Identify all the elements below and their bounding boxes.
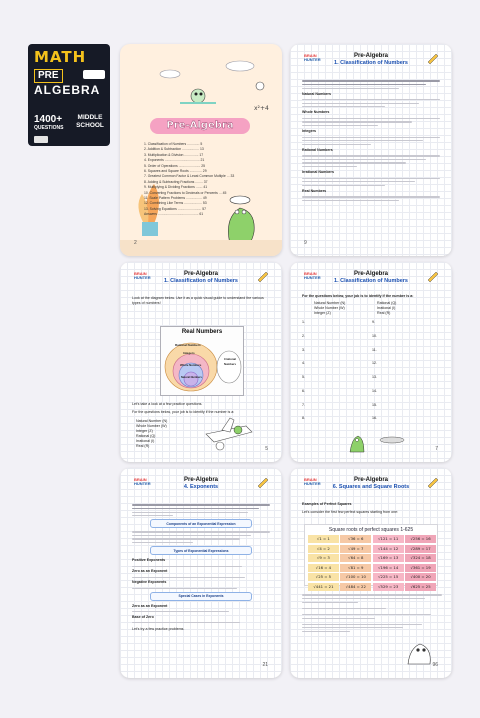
svg-text:x²+4: x²+4	[254, 105, 269, 112]
page-banner: Pre-Algebra	[150, 118, 250, 134]
square-root-cell: √625 = 25	[405, 583, 436, 591]
cover-title: MATH	[34, 48, 87, 66]
examples-text: Let's take a look at a few practice questions.	[132, 402, 203, 406]
brain-logo: BRAIN HUNTER	[304, 271, 321, 280]
page-subtitle: 1. Classification of Numbers	[334, 60, 408, 66]
outro-text: Let's try a few practice problems.	[132, 627, 185, 632]
cover-algebra: ALGEBRA	[34, 83, 101, 97]
toc-item[interactable]: 9. Multiplying & Dividing Fractions ....... 41	[144, 185, 208, 190]
section-heading: Irrational Numbers	[302, 170, 334, 175]
page-title: Pre-Algebra	[353, 53, 388, 59]
pencil-icon	[256, 474, 270, 488]
page-title: Pre-Algebra	[183, 477, 218, 483]
page-header	[290, 468, 452, 498]
page-subtitle: 4. Exponents	[183, 484, 219, 490]
section-heading: Rational Numbers	[302, 147, 333, 152]
square-root-cell: √441 = 21	[308, 583, 339, 591]
question-item[interactable]: 7.	[302, 402, 305, 407]
page-exponents[interactable]	[120, 468, 282, 678]
set-label-irrational: Irrational Numbers	[223, 357, 237, 366]
cover-pre: PRE	[34, 69, 63, 83]
square-root-cell: √225 = 15	[373, 573, 404, 581]
square-root-cell: √1 = 1	[308, 535, 339, 543]
toc-item[interactable]: 11. Scale Pattern Problems ................. 49	[144, 196, 207, 201]
pencil-icon	[426, 268, 440, 282]
page-number: 5	[265, 446, 268, 452]
page-square-roots[interactable]	[290, 468, 452, 678]
toc-item[interactable]: 5. Order of Operations ....................... 25	[144, 163, 206, 168]
square-root-cell: √144 = 12	[373, 545, 404, 553]
question-item[interactable]: 12.	[372, 361, 377, 366]
airplane-illustration	[200, 412, 260, 452]
section-heading: Integers	[302, 129, 316, 134]
page-subtitle: 1. Classification of Numbers	[334, 278, 408, 284]
pencil-icon	[426, 50, 440, 64]
toc-item[interactable]: 2. Addition & Subtraction .................. 13	[144, 147, 204, 152]
page-body	[302, 592, 442, 634]
page-number: 7	[435, 446, 438, 452]
question-list	[302, 320, 442, 430]
examples-text: Let's consider the first few perfect squares starting from one:	[302, 510, 399, 514]
square-root-cell: √529 = 23	[373, 583, 404, 591]
square-root-cell: √289 = 17	[405, 545, 436, 553]
cover-logo-badge	[83, 70, 105, 79]
question-item[interactable]: 5.	[302, 375, 305, 379]
examples-heading: Examples of Perfect Squares	[302, 502, 352, 506]
brain-logo: BRAIN HUNTER	[304, 477, 321, 486]
square-root-cell: √196 = 14	[373, 564, 404, 572]
page-number: 9	[304, 240, 307, 246]
page-header	[290, 262, 452, 292]
square-root-cell: √49 = 7	[340, 545, 371, 553]
page-body: Components of an Exponential Expression Types of Exponential Expressions Positive Exponents Zero as an Exponent Negative Exponents Special Cases in Exponents Zero as an Exponent Base of Zero Let's try a few practice problems.	[132, 502, 270, 632]
square-root-cell: √169 = 13	[373, 554, 404, 562]
brain-logo: BRAIN HUNTER	[134, 271, 151, 280]
toc-item[interactable]: 6. Squares and Square Roots ............. 29	[144, 169, 207, 174]
page-body	[132, 296, 270, 306]
page-practice-questions[interactable]	[290, 262, 452, 462]
square-root-cell: √484 = 22	[340, 583, 371, 591]
toc-item[interactable]: 4. Exponents ..................................... 21	[144, 158, 205, 163]
question-item[interactable]: 13.	[372, 375, 377, 379]
page-number: 96	[432, 662, 438, 668]
section-box: Special Cases in Exponents	[150, 592, 252, 601]
page-body	[302, 78, 440, 204]
diagram-title: Real Numbers	[181, 329, 223, 335]
set-label-integers: Integers	[183, 351, 195, 355]
alien-illustration	[330, 430, 420, 454]
page-number: 2	[134, 240, 137, 246]
square-root-cell: √324 = 18	[405, 554, 436, 562]
options-list: Natural Number (N) Whole Number (W) Integer (Z) Rational (Q) Irrational (I) Real (R)	[136, 419, 168, 448]
square-root-cell: √400 = 20	[405, 573, 436, 581]
toc-item[interactable]: 12. Combining Like Terms ................... 53	[144, 201, 207, 206]
section-box: Components of an Exponential Expression	[150, 519, 252, 528]
page-subtitle: 6. Squares and Square Roots	[332, 484, 410, 490]
question-item[interactable]: 4.	[302, 361, 305, 366]
page-title: Pre-Algebra	[353, 477, 388, 483]
pencil-icon	[256, 268, 270, 282]
page-number: 21	[262, 662, 268, 668]
square-roots-grid	[308, 535, 436, 591]
toc-item[interactable]: 7. Greatest Common Factor & Least Common Multiple ... 33	[144, 174, 235, 179]
toc-item[interactable]: 13. Solving Equations ......................... 57	[144, 206, 207, 211]
square-root-cell: √361 = 19	[405, 564, 436, 572]
section-heading: Real Numbers	[302, 188, 327, 193]
page-classification-text[interactable]	[290, 44, 452, 256]
page-header	[120, 262, 282, 292]
page-table-of-contents[interactable]	[120, 44, 282, 256]
intro-text: Look at the diagram below. Use it as a quick visual guide to understand the various types of numbers!	[132, 296, 264, 305]
toc-item[interactable]: Answers ........................................... 61	[144, 212, 204, 217]
venn-diagram	[161, 337, 245, 397]
page-title: Pre-Algebra	[183, 271, 218, 277]
toc-item[interactable]: 10. Converting Fractions to Decimals or Percents ... 45	[144, 190, 227, 195]
square-root-cell: √100 = 10	[340, 573, 371, 581]
square-root-cell: √64 = 8	[340, 554, 371, 562]
publisher-logo	[34, 136, 48, 143]
toc-item[interactable]: 3. Multiplication & Division ............... 17	[144, 152, 204, 157]
options-list: Natural Number (N) Rational (Q) Whole Number (W) Irrational (I) Integer (Z) Real (R)	[314, 301, 397, 315]
page-real-numbers-diagram[interactable]	[120, 262, 282, 462]
square-root-cell: √36 = 6	[340, 535, 371, 543]
question-item[interactable]: 11.	[372, 347, 377, 352]
task-text: For the questions below, your job is to identify if the number is a:	[132, 410, 235, 414]
brain-logo: BRAIN HUNTER	[134, 477, 151, 486]
question-item[interactable]: 15.	[372, 402, 377, 407]
section-box: Types of Exponential Expressions	[150, 546, 252, 555]
square-root-cell: √256 = 16	[405, 535, 436, 543]
square-root-cell: √9 = 3	[308, 554, 339, 562]
toc-item[interactable]: 1. Classification of Numbers ............. 5	[144, 142, 203, 146]
cover-level: MIDDLE SCHOOL	[76, 114, 104, 129]
page-header	[120, 468, 282, 498]
page-title: Pre-Algebra	[353, 271, 388, 277]
square-roots-table	[304, 524, 438, 589]
question-item[interactable]: 16.	[372, 416, 377, 421]
cover-question-count: 1400+	[34, 114, 63, 125]
section-heading: Whole Numbers	[302, 110, 330, 115]
square-root-cell: √16 = 4	[308, 564, 339, 572]
set-label-natural: Natural Numbers	[181, 376, 202, 379]
question-item[interactable]: 6.	[302, 388, 305, 393]
square-root-cell: √25 = 5	[308, 573, 339, 581]
square-root-cell: √121 = 11	[373, 535, 404, 543]
question-item[interactable]: 14.	[372, 388, 377, 393]
page-header	[290, 44, 452, 74]
section-heading: Natural Numbers	[302, 91, 331, 96]
question-item[interactable]: 1.	[302, 320, 305, 324]
real-numbers-diagram	[160, 326, 244, 396]
question-item[interactable]: 2.	[302, 333, 305, 338]
set-label-whole: Whole Numbers	[180, 363, 202, 367]
brain-logo: BRAIN HUNTER	[304, 53, 321, 62]
task-text: For the questions below, your job is to identify if the number is a:	[302, 294, 414, 298]
page-subtitle: 1. Classification of Numbers	[164, 278, 238, 284]
table-of-contents	[144, 142, 262, 218]
book-cover[interactable]	[28, 44, 110, 146]
question-item[interactable]: 10.	[372, 333, 377, 338]
cover-question-label: QUESTIONS	[34, 125, 64, 131]
set-label-rational: Rational Numbers	[175, 343, 201, 347]
question-item[interactable]: 8.	[302, 416, 305, 421]
question-item[interactable]: 9.	[372, 320, 375, 324]
square-root-cell: √81 = 9	[340, 564, 371, 572]
question-item[interactable]: 3.	[302, 347, 305, 352]
square-root-cell: √4 = 2	[308, 545, 339, 553]
pencil-icon	[426, 474, 440, 488]
table-title: Square roots of perfect squares 1-625	[328, 527, 414, 533]
toc-item[interactable]: 8. Adding & Subtracting Fractions ........ 37	[144, 179, 208, 184]
